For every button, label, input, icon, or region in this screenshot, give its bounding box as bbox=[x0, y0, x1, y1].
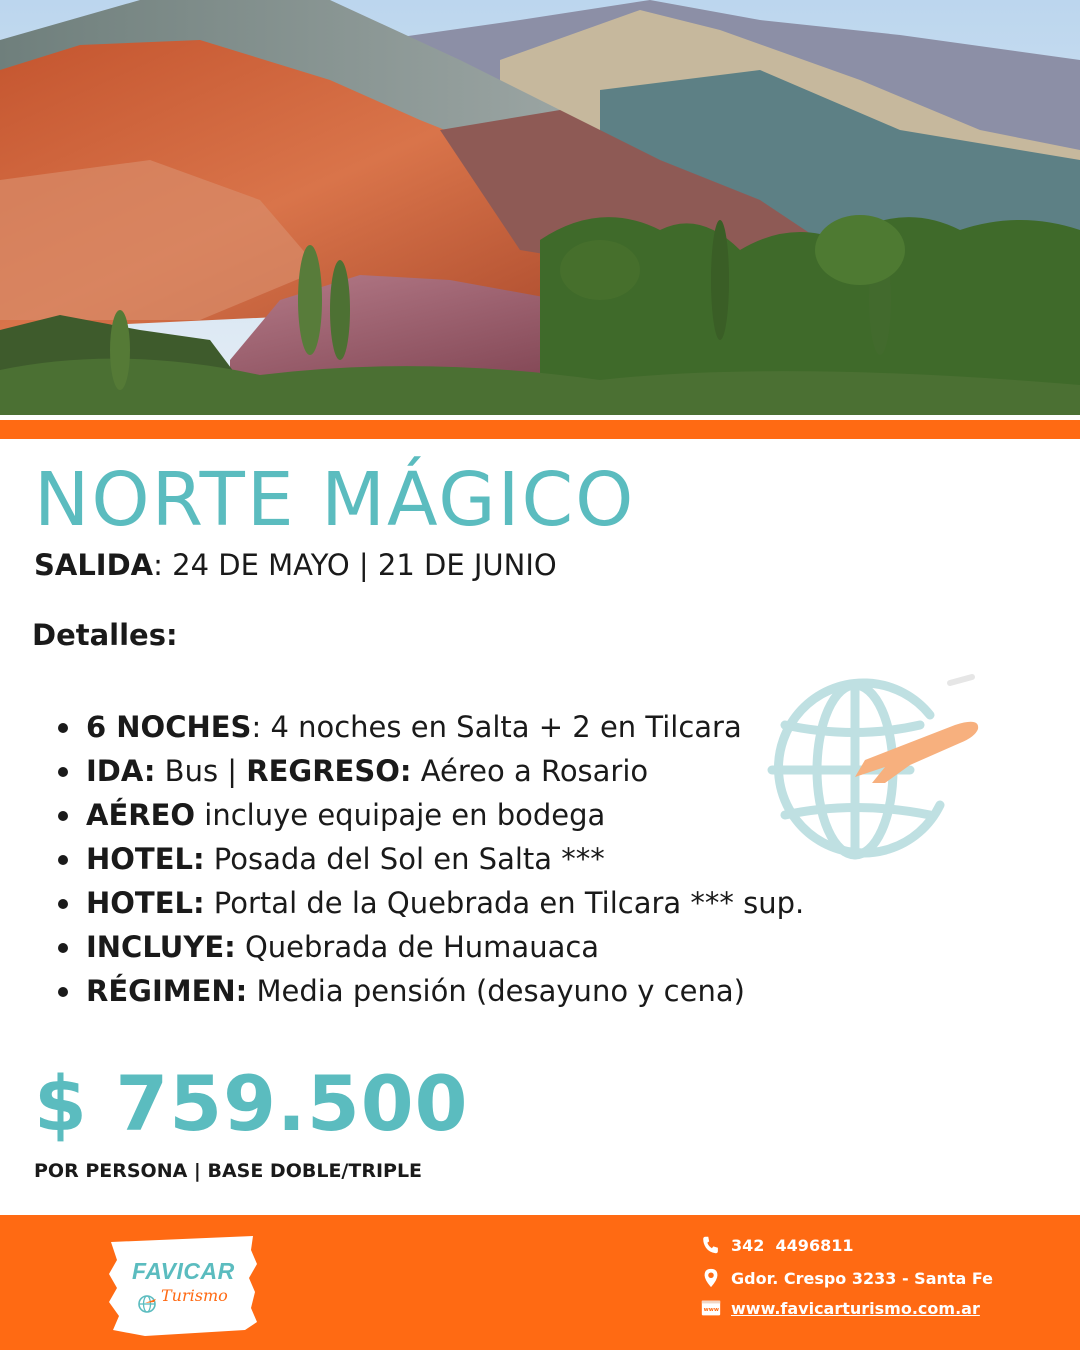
departure-dates bbox=[34, 548, 557, 583]
item-text: Quebrada de Humauaca bbox=[235, 930, 600, 964]
details-heading: Detalles: bbox=[32, 618, 178, 652]
item-label: 6 NOCHES bbox=[86, 710, 252, 744]
logo-subtitle: Turismo bbox=[161, 1286, 228, 1305]
item-label: RÉGIMEN: bbox=[86, 974, 248, 1008]
details-list bbox=[58, 705, 858, 1013]
globe-airplane-icon bbox=[760, 655, 990, 865]
address-text: Gdor. Crespo 3233 - Santa Fe bbox=[731, 1268, 994, 1288]
item-label: IDA: bbox=[86, 754, 156, 788]
logo-name: FAVICAR bbox=[132, 1258, 235, 1284]
phone-number: 342 4496811 bbox=[731, 1235, 854, 1255]
item-text: Media pensión (desayuno y cena) bbox=[247, 974, 745, 1008]
svg-text:www: www bbox=[703, 1306, 719, 1313]
website-contact[interactable] bbox=[700, 1297, 1040, 1319]
hero-image bbox=[0, 0, 1080, 415]
favicar-logo[interactable] bbox=[105, 1230, 260, 1340]
list-item bbox=[58, 705, 858, 749]
globe-icon bbox=[137, 1294, 157, 1314]
phone-icon bbox=[700, 1234, 722, 1256]
item-label: HOTEL: bbox=[86, 886, 205, 920]
location-pin-icon bbox=[700, 1267, 722, 1289]
footer bbox=[0, 1215, 1080, 1350]
item-text: Aéreo a Rosario bbox=[411, 754, 649, 788]
trip-title: NORTE MÁGICO bbox=[34, 457, 636, 543]
list-item bbox=[58, 881, 858, 925]
item-label: AÉREO bbox=[86, 798, 196, 832]
salida-label: SALIDA bbox=[34, 548, 154, 582]
item-text: : 4 noches en Salta + 2 en Tilcara bbox=[251, 710, 742, 744]
list-item bbox=[58, 969, 858, 1013]
item-text: incluye equipaje en bodega bbox=[195, 798, 606, 832]
item-label: INCLUYE: bbox=[86, 930, 236, 964]
accent-band bbox=[0, 420, 1080, 439]
item-text: Portal de la Quebrada en Tilcara *** sup. bbox=[204, 886, 805, 920]
price-note: POR PERSONA | BASE DOBLE/TRIPLE bbox=[34, 1160, 423, 1182]
list-item bbox=[58, 925, 858, 969]
list-item bbox=[58, 793, 858, 837]
web-icon bbox=[700, 1297, 722, 1319]
salida-dates: : 24 DE MAYO | 21 DE JUNIO bbox=[153, 548, 557, 582]
item-label: HOTEL: bbox=[86, 842, 205, 876]
phone-contact[interactable] bbox=[700, 1234, 1040, 1256]
item-label: REGRESO: bbox=[246, 754, 412, 788]
item-text: Posada del Sol en Salta *** bbox=[204, 842, 605, 876]
address-contact[interactable] bbox=[700, 1267, 1040, 1289]
list-item bbox=[58, 749, 858, 793]
item-text: Bus | bbox=[155, 754, 247, 788]
price-amount: $ 759.500 bbox=[34, 1059, 469, 1148]
list-item bbox=[58, 837, 858, 881]
website-link[interactable]: www.favicarturismo.com.ar bbox=[731, 1298, 980, 1318]
